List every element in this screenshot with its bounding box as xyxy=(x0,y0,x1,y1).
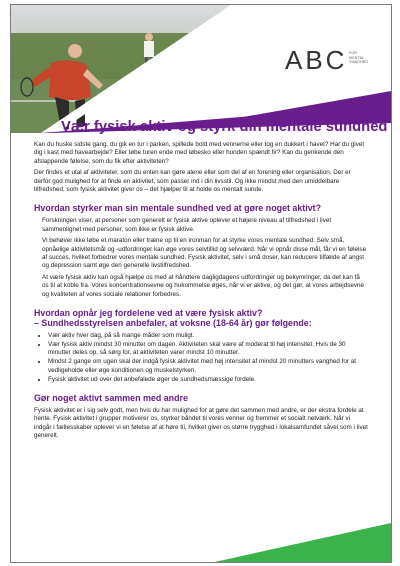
logo-tagline-3: SUNDHED xyxy=(349,60,369,65)
list-item: • Fysisk aktivitet ud over det anbefalede øger de sundhedsmæssige fordele. xyxy=(48,376,368,384)
section-paragraph: Fysisk aktivitet er i sig selv godt, men hvis du har mulighed for at gøre det sammen med andre, er der ekstra fordele at hente. Fysisk aktivitet i grupper motiverer os, styrker båndet til vores venner og fremmer et socialt netværk. Når vi indgår i fællesskaber oplever vi en følelse af at høre til, hvilket giver os større trygghed i lokalsamfundet såvel som i livet generelt. xyxy=(34,407,368,440)
intro-paragraph: Der findes et utal af aktiviteter, som du enten kan gøre alene eller som del af en forening eller organisation. Der er derfor god mulighed for at finde en aktivitet, som passer ind i din livsstil. Og ikke mindst med den umiddelbare tilfredshed, som fysisk aktivitet giver os – det hjælper til at holde os mentalt sunde. xyxy=(34,169,351,194)
document-body xyxy=(34,141,368,444)
intro-paragraph: Kan du huske sidste gang, du gik en tur i parken, spillede bold med vennerne eller tog en dukkert i havet? Har du givet dig i kast med havearbejde? Eller løbe turen ende med løbesko eller hunden spændt fir? Kan du genkende den afslappende følelse, som du fik efter aktiviteten? xyxy=(34,141,365,165)
section-heading: Hvordan styrker man sin mentale sundhed ved at gøre noget aktivt? xyxy=(34,203,322,214)
section-heading-line: – Sundhedsstyrelsen anbefaler, at voksne (18-64 år) gør følgende: xyxy=(34,318,312,329)
section-heading-line: Hvordan opnår jeg fordelene ved at være fysisk aktiv? xyxy=(34,308,263,319)
recommendation-list xyxy=(34,332,368,384)
green-wedge-decoration xyxy=(11,495,391,563)
section-paragraph: Forskningen viser, at personer som generelt er fysisk aktive oplever et højere niveau af tilfredshed i livet sammenlignet med personer, som ikke er fysisk aktive. xyxy=(42,217,332,233)
section-heading xyxy=(34,308,368,328)
logo-tagline xyxy=(349,51,379,65)
logo-tagline-1: FOR xyxy=(349,51,358,55)
section-paragraph: Vi behøver ikke løbe et maraton eller træne op til en ironman for at styrke vores mentale sundhed. Selv små, opnåelige aktivitetsmål og -udfordringer kan øge vores selvtillid og selvværd. Når vi opnår disse mål, får vi en følelse af succes, hvilket forbedrer vores mentale sundhed. Fysisk aktivitet, selv i små doser, kan reducere tilfælde af angst og depression samt øge den generelle livstilfredshed. xyxy=(42,237,367,270)
document-page xyxy=(10,4,392,563)
list-item: • Vær fysisk aktiv mindst 30 minutter om dagen. Aktiviteten skal være af moderat til høj intensitet. Hvis de 30 minutter deles op, så sørg for, at aktiviteten varer mindst 10 minutter. xyxy=(48,341,368,358)
section-paragraph: At være fysisk aktiv kan også hjælpe os med at håndtere dagligdagens udfordringer og bekymringer, da det kan få os til at koble fra. Vores koncentrationsevne og hukommelse øges, når vi er aktive, og det gør, at vores arbejdsevne og kvaliteten af vores sociale relationer forbedres. xyxy=(42,273,365,298)
logo-tagline-2: MENTAL xyxy=(349,55,365,60)
list-item: • Vær aktiv hver dag, på så mange måder som muligt. xyxy=(48,332,368,340)
page-title: Vær fysisk aktiv og styrk din mentale sundhed xyxy=(61,119,388,135)
section-heading: Gør noget aktivt sammen med andre xyxy=(34,393,188,404)
logo-letters: ABC xyxy=(285,45,348,75)
abc-logo xyxy=(285,45,385,75)
list-item: • Mindst 2 gange om ugen skal der indgå fysisk aktivitet med høj intensitet af mindst 20 minutters varighed for at vedligeholde eller øge konditionen og muskelstyrken. xyxy=(48,358,368,375)
